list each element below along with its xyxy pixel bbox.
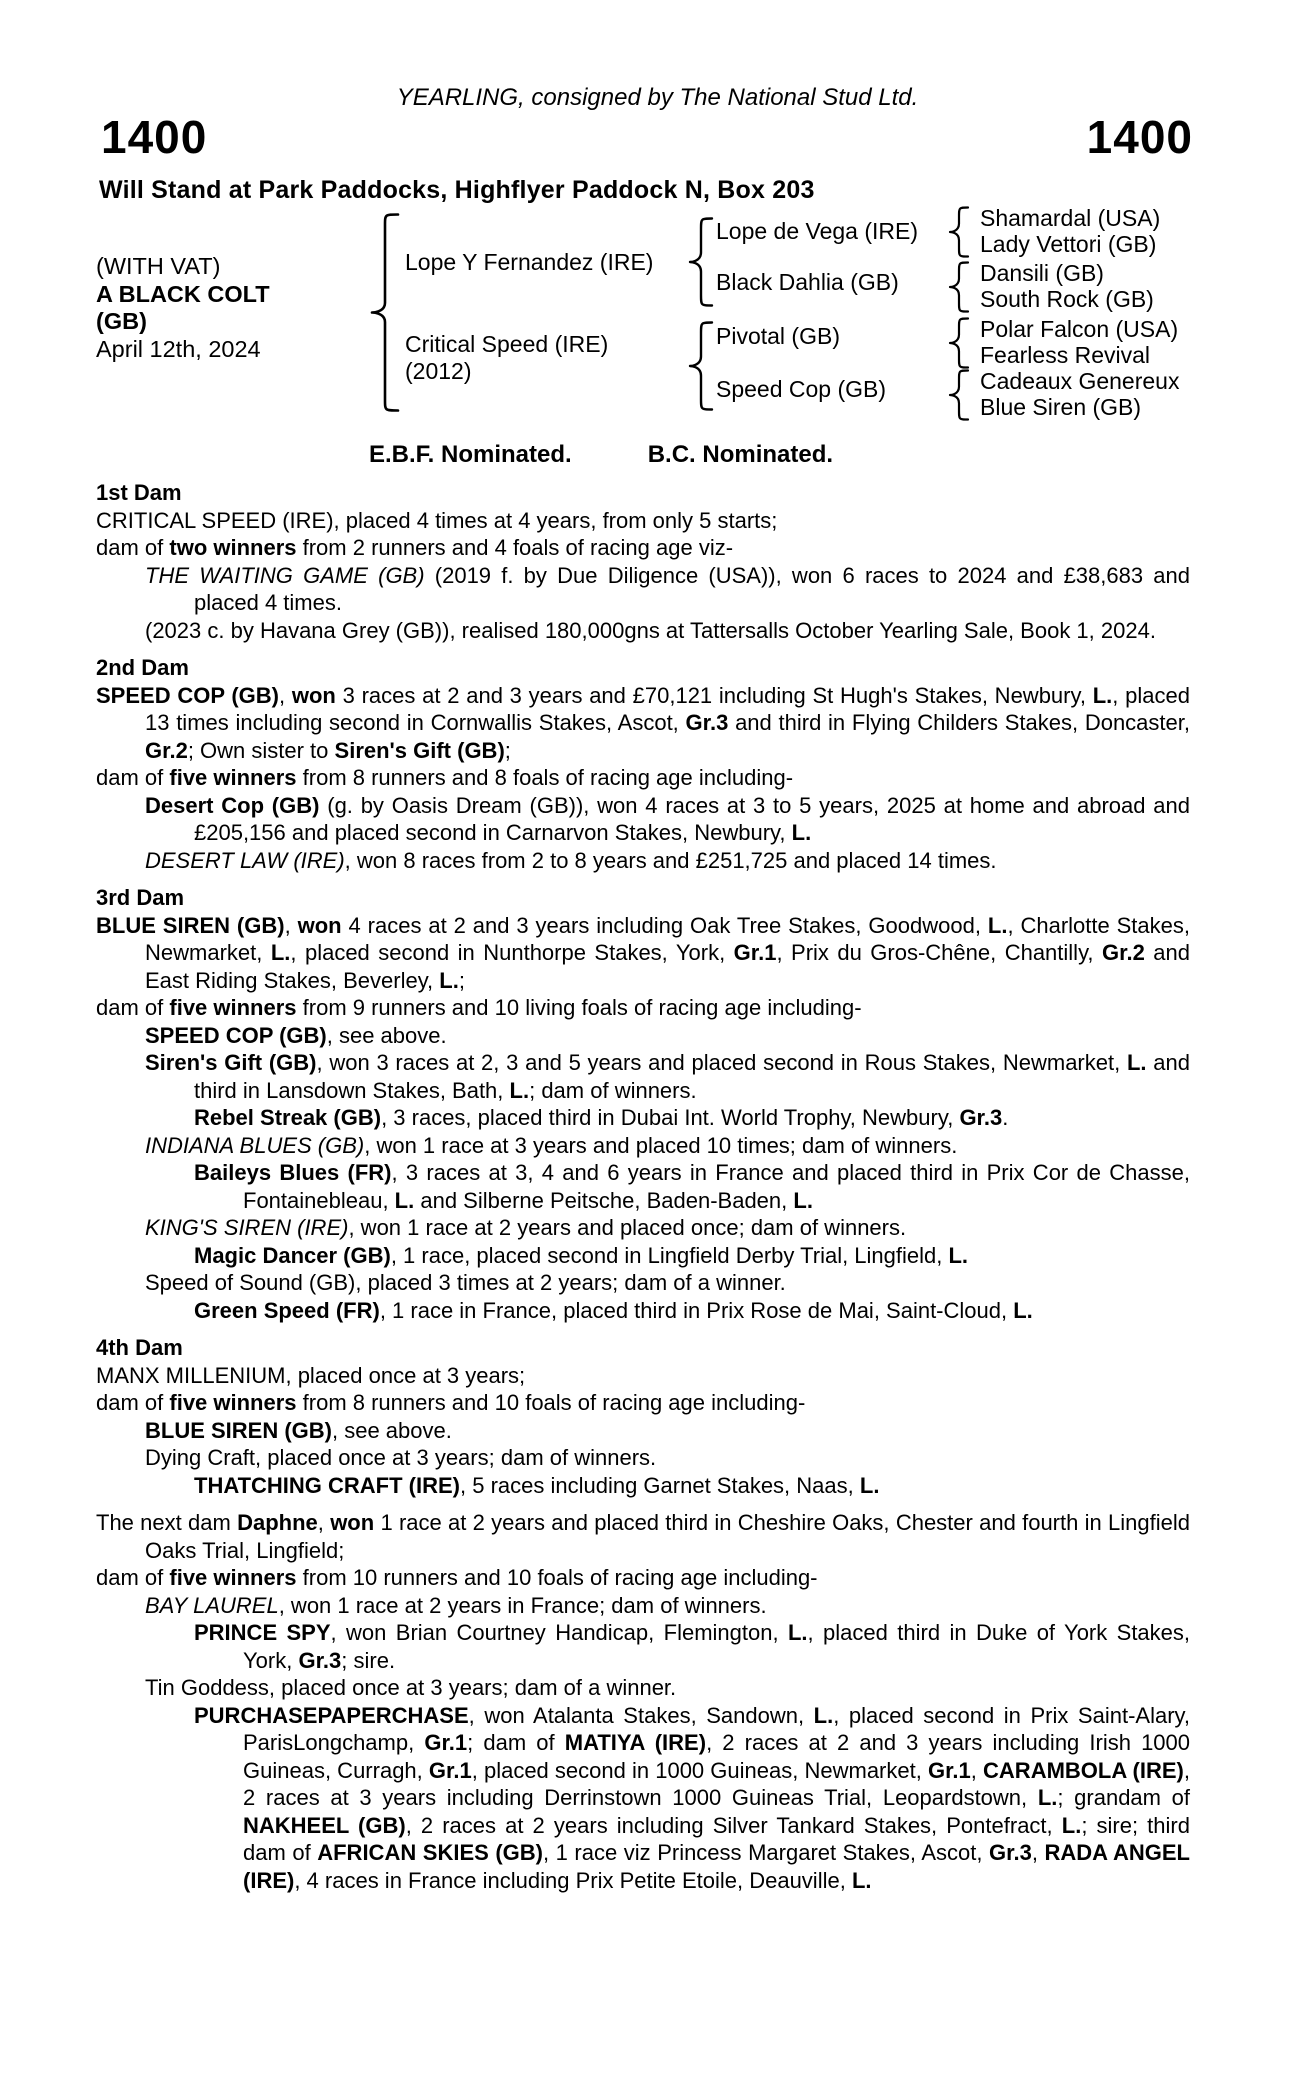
vat-note: (WITH VAT) [96, 253, 221, 279]
colt-suffix: (GB) [96, 308, 147, 334]
section-heading: 3rd Dam [96, 885, 185, 910]
lot-number-right: 1400 [1086, 111, 1193, 163]
pedigree-paragraph: Rebel Streak (GB), 3 races, placed third in Dubai Int. World Trophy, Newbury, Gr.3. [194, 1105, 1009, 1130]
pedigree-paragraph: BAY LAUREL, won 1 race at 2 years in France; dam of winners. [145, 1592, 767, 1618]
pedigree-paragraph: BLUE SIREN (GB), see above. [145, 1417, 452, 1443]
pedigree-paragraph: Magic Dancer (GB), 1 race, placed second in Lingfield Derby Trial, Lingfield, L. [194, 1242, 969, 1268]
consignment-line: YEARLING, consigned by The National Stud Ltd. [396, 84, 919, 111]
grandparent-name: Pivotal (GB) [716, 323, 840, 349]
pedigree-paragraph: dam of five winners from 8 runners and 8 foals of racing age including- [96, 765, 794, 790]
pedigree-paragraph: Green Speed (FR), 1 race in France, placed third in Prix Rose de Mai, Saint-Cloud, L. [194, 1297, 1033, 1323]
sire-name: Lope Y Fernandez (IRE) [405, 249, 654, 275]
pedigree-paragraph: Speed of Sound (GB), placed 3 times at 2 years; dam of a winner. [145, 1270, 786, 1295]
dam-section [96, 1334, 1190, 1499]
section-heading: 2nd Dam [96, 655, 189, 680]
pedigree-paragraph: dam of five winners from 8 runners and 10 foals of racing age including- [96, 1390, 806, 1415]
section-heading: 1st Dam [96, 480, 182, 505]
pedigree-paragraph: INDIANA BLUES (GB), won 1 race at 3 years and placed 10 times; dam of winners. [145, 1132, 958, 1158]
pedigree-tree [96, 205, 1315, 421]
pedigree-paragraph: dam of two winners from 2 runners and 4 foals of racing age viz- [96, 535, 734, 560]
pedigree-paragraph: THATCHING CRAFT (IRE), 5 races including Garnet Stakes, Naas, L. [194, 1472, 880, 1498]
generation3-brace [948, 369, 970, 426]
pedigree-paragraph: CRITICAL SPEED (IRE), placed 4 times at 4 years, from only 5 starts; [96, 507, 778, 533]
dam-section [96, 479, 1190, 644]
grandparent-name: Speed Cop (GB) [716, 376, 887, 402]
grandparent-name: Lope de Vega (IRE) [716, 218, 919, 244]
lot-number-row [0, 111, 1315, 163]
stand-location-line: Will Stand at Park Paddocks, Highflyer Paddock N, Box 203 [99, 176, 815, 204]
generation3-brace [948, 261, 970, 318]
generation3-brace [948, 317, 970, 374]
colt-info [96, 253, 270, 363]
generation1-brace [370, 213, 400, 417]
pedigree-paragraph: dam of five winners from 9 runners and 10 living foals of racing age including- [96, 995, 862, 1020]
pedigree-paragraph: THE WAITING GAME (GB) (2019 f. by Due Diligence (USA)), won 6 races to 2024 and £38,683 and placed 4 times. [145, 562, 1191, 615]
generation3-brace [948, 206, 970, 263]
pedigree-paragraph: DESERT LAW (IRE), won 8 races from 2 to 8 years and £251,725 and placed 14 times. [145, 847, 997, 873]
bc-nomination: B.C. Nominated. [647, 441, 834, 468]
pedigree-text-sections [96, 479, 1190, 1894]
pedigree-paragraph: Dying Craft, placed once at 3 years; dam of winners. [145, 1445, 657, 1470]
great-grandparent-pair: Shamardal (USA) Lady Vettori (GB) [980, 205, 1161, 257]
great-grandparent-pair: Polar Falcon (USA) Fearless Revival [980, 316, 1179, 368]
pedigree-paragraph: The next dam Daphne, won 1 race at 2 years and placed third in Cheshire Oaks, Chester and fourth in Lingfield Oaks Trial, Lingfield; [96, 1510, 1190, 1563]
section-heading: 4th Dam [96, 1335, 183, 1360]
pedigree-paragraph: SPEED COP (GB), see above. [145, 1022, 447, 1048]
catalogue-page [0, 84, 1315, 2084]
great-grandparent-pair: Cadeaux Genereux Blue Siren (GB) [980, 368, 1180, 420]
pedigree-paragraph: dam of five winners from 10 runners and 10 foals of racing age including- [96, 1565, 818, 1590]
pedigree-paragraph: (2023 c. by Havana Grey (GB)), realised 180,000gns at Tattersalls October Yearling Sale, Book 1, 2024. [145, 617, 1156, 643]
grandparent-name: Black Dahlia (GB) [716, 269, 899, 295]
pedigree-paragraph: BLUE SIREN (GB), won 4 races at 2 and 3 years including Oak Tree Stakes, Goodwood, L., Charlotte Stakes, Newmarket, L., placed second in Nunthorpe Stakes, York, Gr.1, Prix du Gros-Chêne, Chantilly, Gr.2 and East Riding Stakes, Beverley, L.; [96, 912, 1190, 993]
pedigree-paragraph: KING'S SIREN (IRE), won 1 race at 2 years and placed once; dam of winners. [145, 1215, 907, 1240]
pedigree-paragraph: SPEED COP (GB), won 3 races at 2 and 3 years and £70,121 including St Hugh's Stakes, Newbury, L., placed 13 times including second in Cornwallis Stakes, Ascot, Gr.3 and third in Flying Childers Stakes, Doncaster, Gr.2; Own sister to Siren's Gift (GB); [96, 682, 1190, 763]
dam-section [96, 1509, 1190, 1894]
dam-section [96, 884, 1190, 1324]
foal-date: April 12th, 2024 [96, 335, 261, 362]
dam-name: Critical Speed (IRE) (2012) [405, 331, 609, 384]
pedigree-paragraph: PURCHASEPAPERCHASE, won Atalanta Stakes, Sandown, L., placed second in Prix Saint-Alary, ParisLongchamp, Gr.1; dam of MATIYA (IRE), 2 races at 2 and 3 years including Irish 1000 Guineas, Curragh, Gr.1, placed second in 1000 Guineas, Newmarket, Gr.1, CARAMBOLA (IRE), 2 races at 3 years including Derrinstown 1000 Guineas Trial, Leopardstown, L.; grandam of NAKHEEL (GB), 2 races at 2 years including Silver Tankard Stakes, Pontefract, L.; sire; third dam of AFRICAN SKIES (GB), 1 race viz Princess Margaret Stakes, Ascot, Gr.3, RADA ANGEL (IRE), 4 races in France including Prix Petite Etoile, Deauville, L. [194, 1702, 1191, 1893]
dam-section [96, 654, 1190, 874]
lot-number-left: 1400 [101, 111, 208, 163]
generation2-brace [688, 321, 714, 416]
nominations-row [369, 441, 1315, 469]
great-grandparent-pair: Dansili (GB) South Rock (GB) [980, 260, 1154, 312]
pedigree-paragraph: Siren's Gift (GB), won 3 races at 2, 3 and 5 years and placed second in Rous Stakes, Newmarket, L. and third in Lansdown Stakes, Bath, L.; dam of winners. [145, 1050, 1190, 1103]
ebf-nomination: E.B.F. Nominated. [369, 441, 572, 468]
pedigree-paragraph: Desert Cop (GB) (g. by Oasis Dream (GB)), won 4 races at 3 to 5 years, 2025 at home and abroad and £205,156 and placed second in Carnarvon Stakes, Newbury, L. [145, 792, 1191, 845]
pedigree-paragraph: PRINCE SPY, won Brian Courtney Handicap, Flemington, L., placed third in Duke of York Stakes, York, Gr.3; sire. [194, 1620, 1191, 1673]
pedigree-paragraph: Baileys Blues (FR), 3 races at 3, 4 and 6 years in France and placed third in Prix Cor de Chasse, Fontainebleau, L. and Silberne Peitsche, Baden-Baden, L. [194, 1160, 1190, 1213]
generation2-brace [688, 217, 714, 312]
colt-name: A BLACK COLT [96, 280, 270, 307]
pedigree-paragraph: Tin Goddess, placed once at 3 years; dam of a winner. [145, 1675, 677, 1700]
pedigree-paragraph: MANX MILLENIUM, placed once at 3 years; [96, 1362, 526, 1388]
